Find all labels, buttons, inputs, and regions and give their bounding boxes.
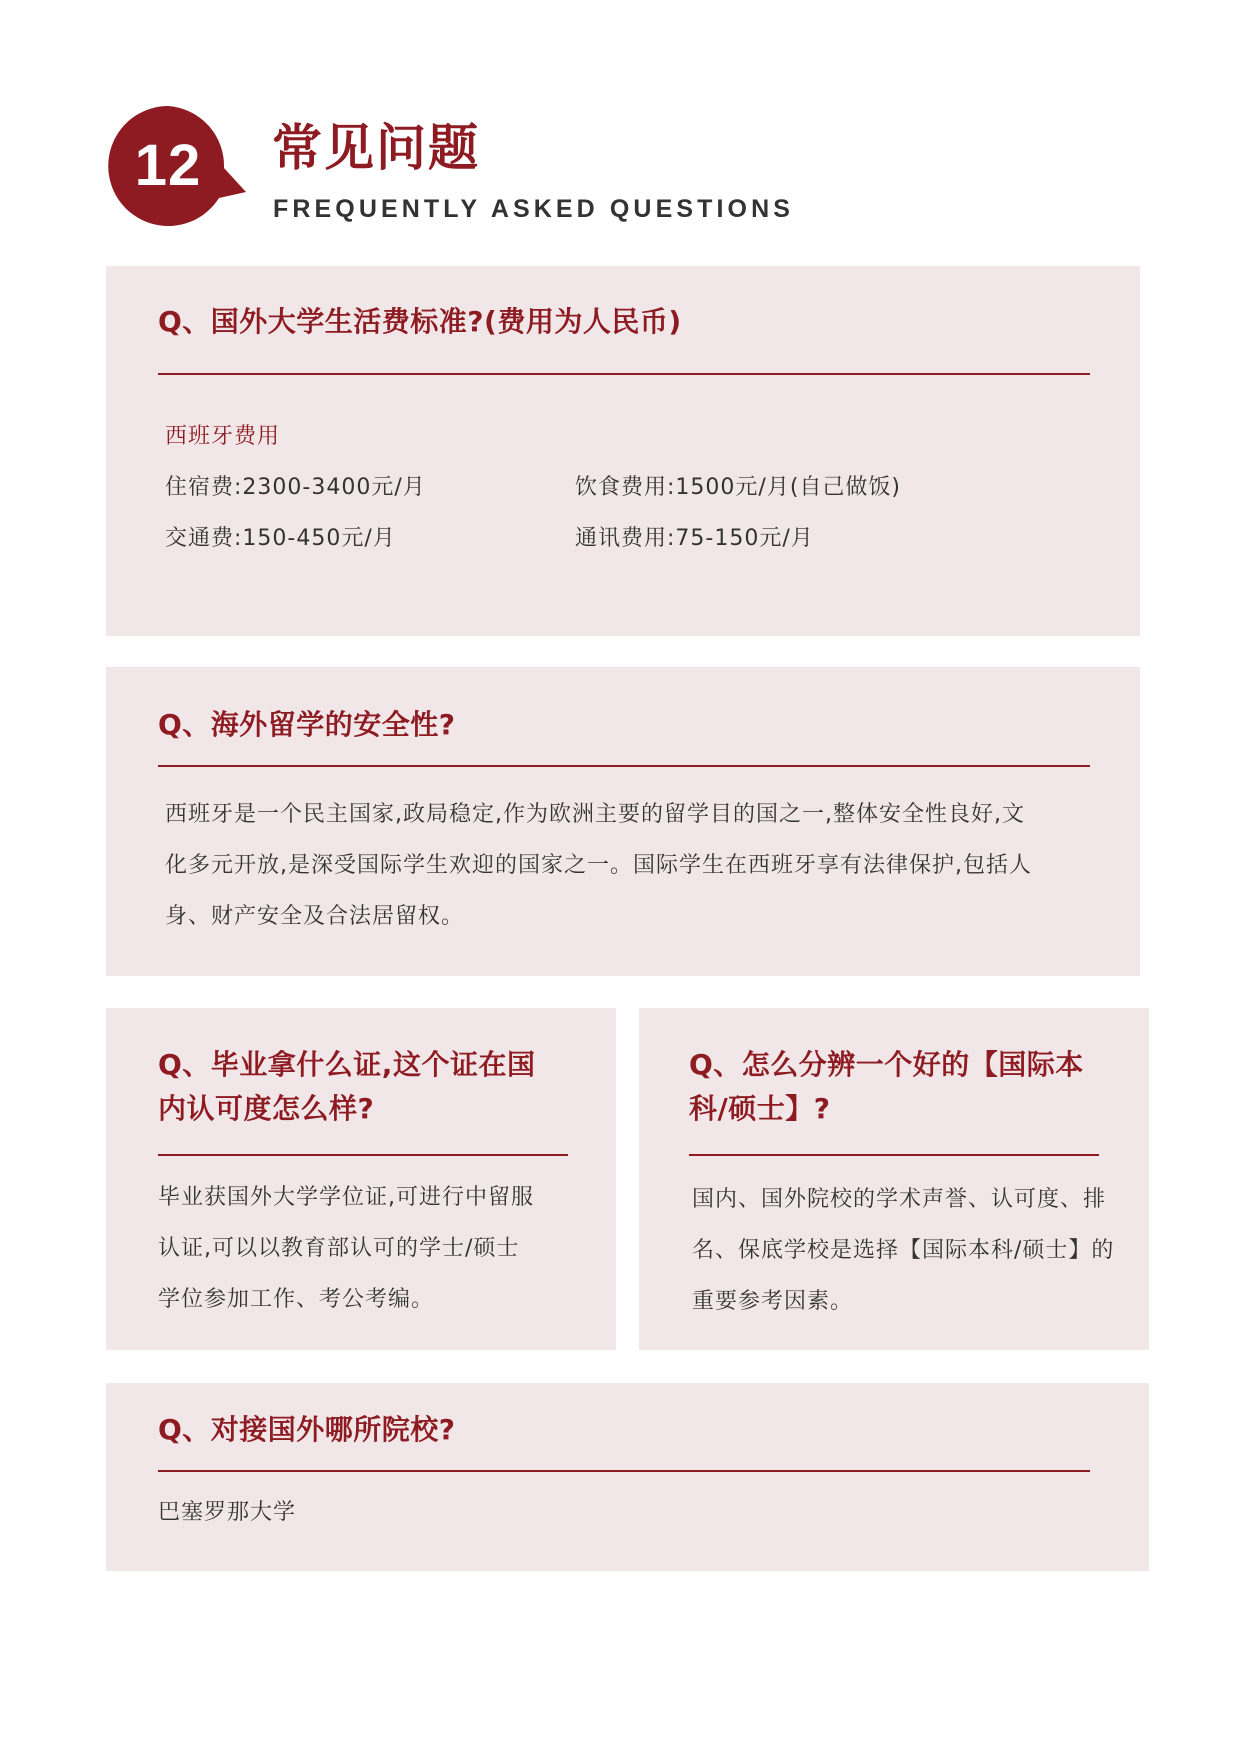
faq-question: Q、海外留学的安全性? (158, 708, 456, 741)
answer-line: 西班牙是一个民主国家,政局稳定,作为欧洲主要的留学目的国之一,整体安全性良好,文 (165, 802, 1025, 827)
answer-line: 学位参加工作、考公考编。 (158, 1287, 435, 1312)
cost-item-telecom: 通讯费用:75-150元/月 (575, 526, 814, 551)
answer-line: 国内、国外院校的学术声誉、认可度、排 (692, 1187, 1107, 1212)
faq-card-certificate (106, 1008, 616, 1350)
divider (158, 765, 1090, 767)
answer-line: 化多元开放,是深受国际学生欢迎的国家之一。国际学生在西班牙享有法律保护,包括人 (165, 853, 1032, 878)
divider (689, 1154, 1099, 1156)
cost-item-accommodation: 住宿费:2300-3400元/月 (165, 475, 426, 500)
section-number-badge (106, 106, 246, 226)
faq-card-partner-school (106, 1383, 1149, 1571)
faq-card-living-costs (106, 266, 1140, 636)
cost-item-transport: 交通费:150-450元/月 (165, 526, 396, 551)
page-title: 常见问题 (272, 119, 480, 177)
faq-card-safety (106, 667, 1140, 976)
answer-line: 巴塞罗那大学 (158, 1500, 297, 1525)
faq-question-line: 内认可度怎么样? (158, 1092, 375, 1125)
faq-question-line: 科/硕士】? (689, 1092, 831, 1125)
cost-section-label: 西班牙费用 (165, 424, 281, 449)
faq-question-line: Q、怎么分辨一个好的【国际本 (689, 1048, 1084, 1081)
page-subtitle: FREQUENTLY ASKED QUESTIONS (273, 195, 795, 223)
faq-question: Q、国外大学生活费标准?(费用为人民币) (158, 305, 682, 338)
divider (158, 1470, 1090, 1472)
section-number: 12 (134, 133, 202, 198)
answer-line: 认证,可以以教育部认可的学士/硕士 (158, 1236, 520, 1261)
answer-line: 身、财产安全及合法居留权。 (165, 904, 465, 929)
faq-question-line: Q、毕业拿什么证,这个证在国 (158, 1048, 536, 1081)
faq-question: Q、对接国外哪所院校? (158, 1413, 456, 1446)
answer-line: 重要参考因素。 (692, 1289, 854, 1314)
divider (158, 373, 1090, 375)
answer-line: 毕业获国外大学学位证,可进行中留服 (158, 1185, 534, 1210)
cost-item-food: 饮食费用:1500元/月(自己做饭) (575, 475, 901, 500)
answer-line: 名、保底学校是选择【国际本科/硕士】的 (692, 1238, 1115, 1263)
faq-card-choose-program (639, 1008, 1149, 1350)
divider (158, 1154, 568, 1156)
